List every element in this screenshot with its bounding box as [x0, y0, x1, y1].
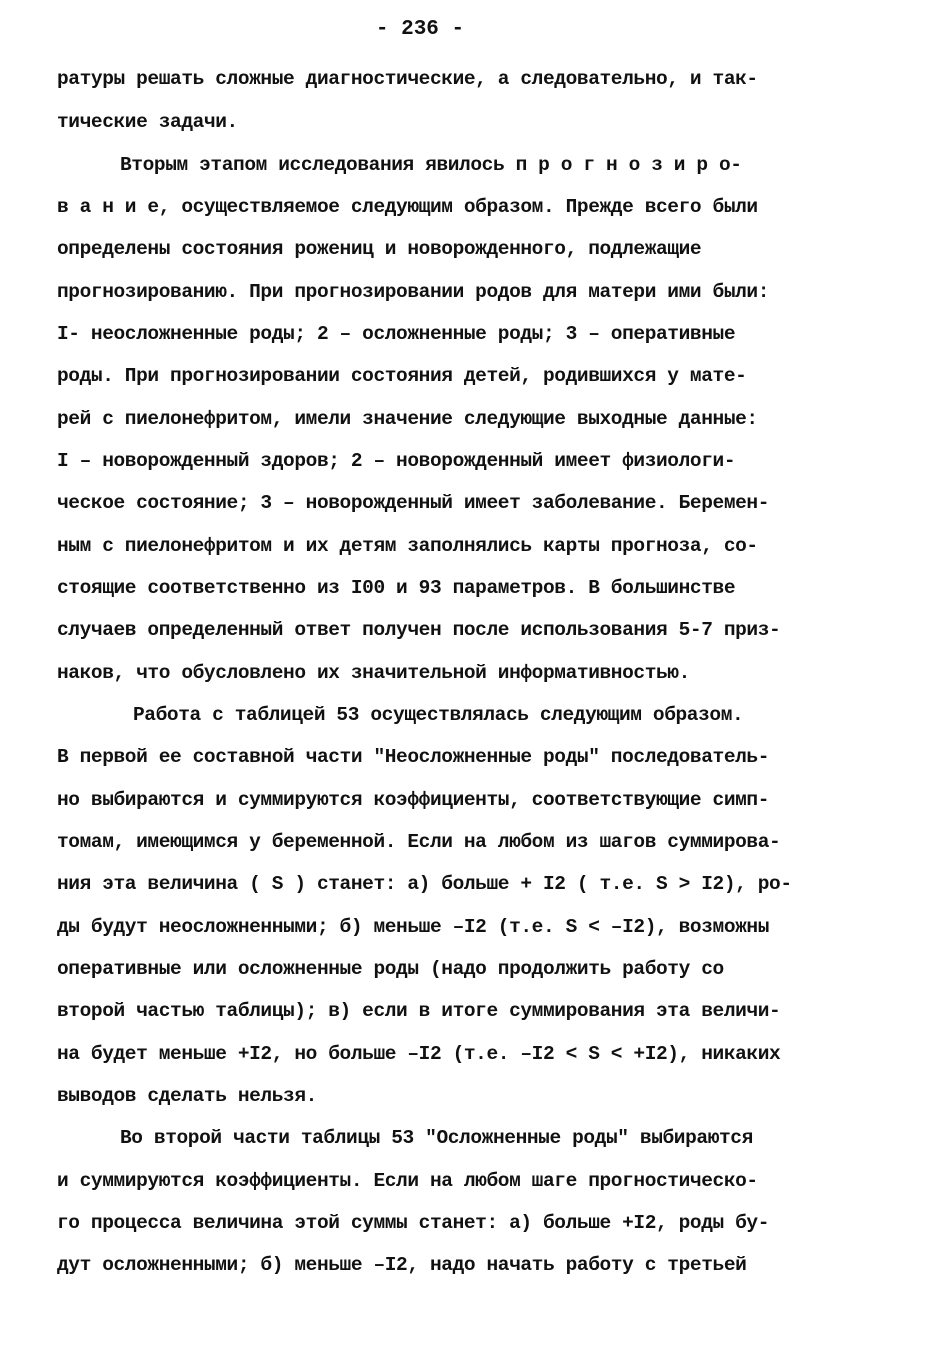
text-line: Во второй части таблицы 53 "Осложненные роды" выбираются: [120, 1127, 753, 1149]
text-line: I- неосложненные роды; 2 – осложненные роды; 3 – оперативные: [57, 323, 736, 345]
text-line: определены состояния рожениц и новорожденного, подлежащие: [57, 238, 702, 260]
text-line: ческое состояние; 3 – новорожденный имеет заболевание. Беремен-: [57, 492, 770, 514]
text-line: но выбираются и суммируются коэффициенты, соответствующие симп-: [57, 789, 770, 811]
text-line: и суммируются коэффициенты. Если на любом шаге прогностическо-: [57, 1170, 758, 1192]
text-line: тические задачи.: [57, 111, 238, 133]
text-line: в а н и е, осуществляемое следующим образом. Прежде всего были: [57, 196, 758, 218]
text-line: Работа с таблицей 53 осуществлялась следующим образом.: [133, 704, 744, 726]
page-number: - 236 -: [375, 18, 465, 41]
text-line: дут осложненными; б) меньше –I2, надо начать работу с третьей: [57, 1254, 747, 1276]
text-line: I – новорожденный здоров; 2 – новорожденный имеет физиологи-: [57, 450, 736, 472]
text-line: В первой ее составной части "Неосложненные роды" последователь-: [57, 746, 770, 768]
text-line: на будет меньше +I2, но больше –I2 (т.е. –I2 < S < +I2), никаких: [57, 1043, 781, 1065]
text-line: Вторым этапом исследования явилось п р о г н о з и р о-: [120, 154, 742, 176]
text-line: томам, имеющимся у беременной. Если на любом из шагов суммирова-: [57, 831, 781, 853]
text-line: выводов сделать нельзя.: [57, 1085, 317, 1107]
text-line: случаев определенный ответ получен после использования 5-7 приз-: [57, 619, 781, 641]
text-line: ды будут неосложненными; б) меньше –I2 (т.е. S < –I2), возможны: [57, 916, 770, 938]
text-line: наков, что обусловлено их значительной информативностью.: [57, 662, 690, 684]
text-line: ным с пиелонефритом и их детям заполнялись карты прогноза, со-: [57, 535, 758, 557]
text-line: прогнозированию. При прогнозировании родов для матери ими были:: [57, 281, 770, 303]
text-line: рей с пиелонефритом, имели значение следующие выходные данные:: [57, 408, 758, 430]
text-line: роды. При прогнозировании состояния детей, родившихся у мате-: [57, 365, 747, 387]
text-line: оперативные или осложненные роды (надо продолжить работу со: [57, 958, 724, 980]
text-line: ния эта величина ( S ) станет: а) больше + I2 ( т.е. S > I2), ро-: [57, 873, 792, 895]
text-line: стоящие соответственно из I00 и 93 параметров. В большинстве: [57, 577, 736, 599]
text-line: ратуры решать сложные диагностические, а следовательно, и так-: [57, 68, 758, 90]
text-line: го процесса величина этой суммы станет: а) больше +I2, роды бу-: [57, 1212, 770, 1234]
text-line: второй частью таблицы); в) если в итоге суммирования эта величи-: [57, 1000, 781, 1022]
